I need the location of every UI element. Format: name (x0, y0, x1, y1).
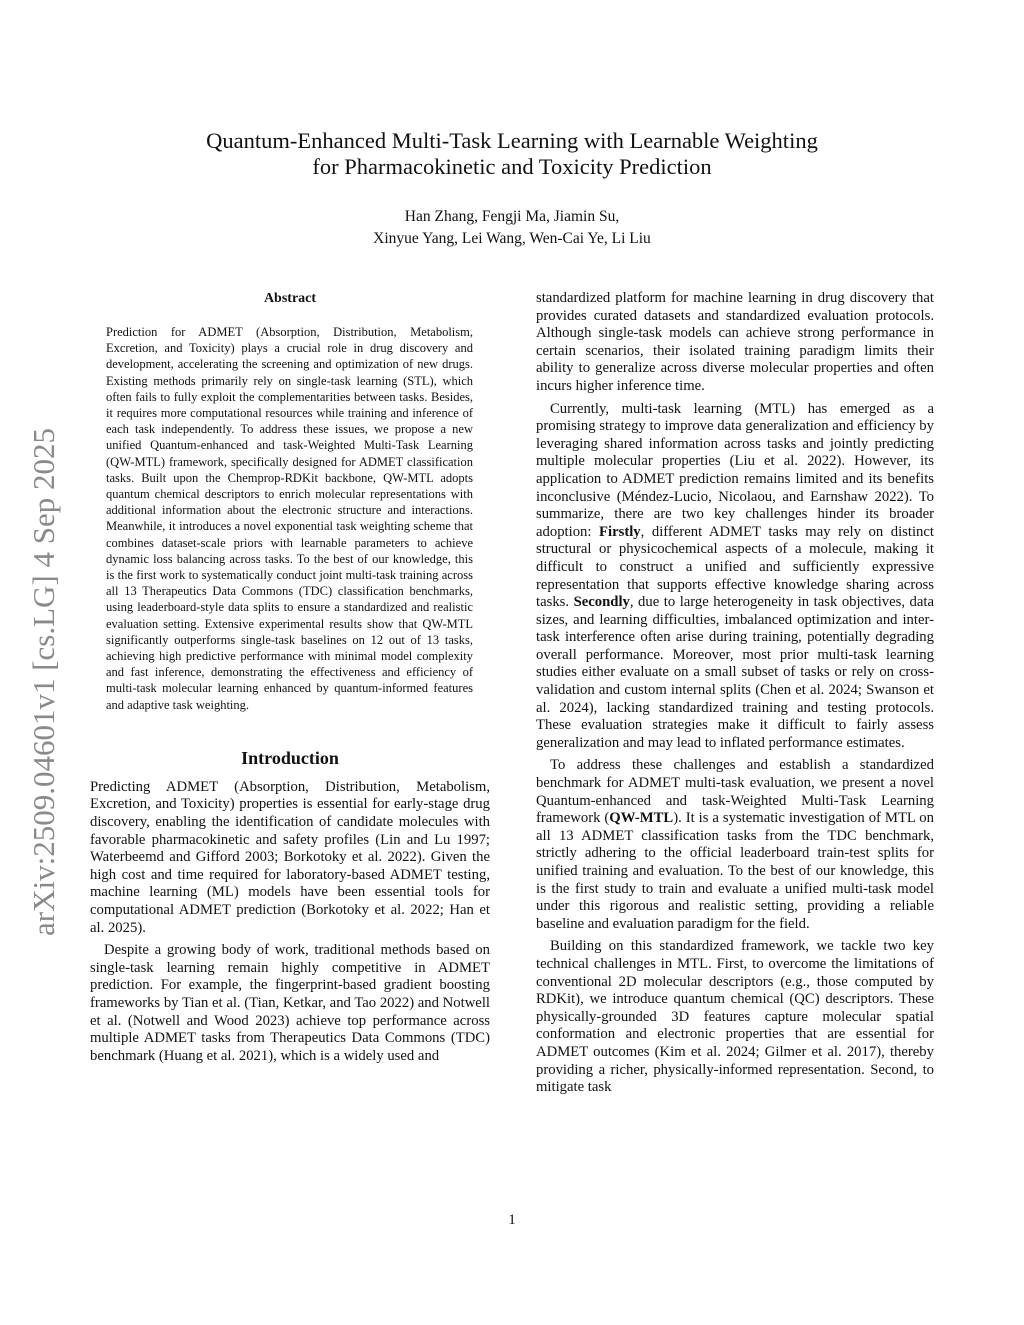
left-column (90, 290, 490, 1065)
qwmtl-emphasis: QW-MTL (609, 810, 674, 827)
right-paragraph-1: standardized platform for machine learning in drug discovery that provides curated datasets and standardized evaluation protocols. Although single-task models can achieve strong performance in certain scenarios, their isolated training paradigm limits their ability to generalize across diverse molecular properties and often incurs higher inference time. (536, 290, 934, 394)
authors-line-2: Xinyue Yang, Lei Wang, Wen-Cai Ye, Li Liu (373, 230, 651, 247)
arxiv-stamp (24, 392, 64, 972)
right-paragraph-3 (536, 757, 934, 933)
p2-text-a: Currently, multi-task learning (MTL) has emerged as a promising strategy to improve data generalization and efficiency by leveraging shared information across tasks and jointly predicting multiple molecular properties (Liu et al. 2022). However, its application to ADMET prediction remains limited and its benefits inconclusive (Méndez-Lucio, Nicolaou, and Earnshaw 2022). To summarize, there are two key challenges hinder its broader adoption: (536, 400, 934, 540)
abstract-heading: Abstract (263, 291, 317, 306)
secondly-emphasis: Secondly (573, 594, 630, 611)
firstly-emphasis: Firstly (599, 523, 641, 540)
intro-paragraph-1: Predicting ADMET (Absorption, Distribution, Metabolism, Excretion, and Toxicity) properties is essential for early-stage drug discovery, enabling the identification of candidate molecules with favorable pharmacokinetic and safety profiles (Lin and Lu 1997; Waterbeemd and Gifford 2003; Borkotoky et al. 2022). Given the high cost and time required for laboratory-based ADMET testing, machine learning (ML) models have been essential tools for computational ADMET prediction (Borkotoky et al. 2022; Han et al. 2025). (90, 778, 490, 936)
arxiv-id: arXiv:2509.04601v1 [cs.LG] 4 Sep 2025 (26, 428, 61, 936)
authors-line-1: Han Zhang, Fengji Ma, Jiamin Su, (404, 208, 620, 225)
right-column (536, 290, 934, 1097)
p2-text-b: , different ADMET tasks may rely on distinct structural or physicochemical aspects of a molecule, making it difficult to construct a unified and sufficiently expressive representation that supports effective knowledge sharing across tasks. (536, 523, 934, 611)
abstract-text: Prediction for ADMET (Absorption, Distribution, Metabolism, Excretion, and Toxicity) plays a crucial role in drug discovery and development, accelerating the screening and optimization of new drugs. Existing methods primarily rely on single-task learning (STL), which often fails to fully exploit the complementarities between tasks. Besides, it requires more computational resources while training and inference of each task independently. To address these issues, we propose a new unified Quantum-enhanced and task-Weighted Multi-Task Learning (QW-MTL) framework, specifically designed for ADMET classification tasks. Built upon the Chemprop-RDKit backbone, QW-MTL adopts quantum chemical descriptors to enrich molecular representations with additional information about the electronic structure and interactions. Meanwhile, it introduces a novel exponential task weighting scheme that combines dataset-scale priors with learnable parameters to achieve dynamic loss balancing across tasks. To the best of our knowledge, this is the first work to systematically conduct joint multi-task training across all 13 Therapeutics Data Commons (TDC) classification benchmarks, using leaderboard-style data splits to ensure a standardized and realistic evaluation setting. Extensive experimental results show that QW-MTL significantly outperforms single-task baselines on 12 out of 13 tasks, achieving high predictive performance with minimal model complexity and fast inference, demonstrating the effectiveness and efficiency of multi-task molecular learning enhanced by quantum-informed features and adaptive task weighting. (106, 325, 473, 712)
p2-text-c: , due to large heterogeneity in task objectives, data sizes, and learning difficulties, imbalanced optimization and inter-task interference often arise during training, potentially degrading overall performance. Moreover, most prior multi-task learning studies either evaluate on a small subset of tasks or rely on cross-validation and custom internal splits (Chen et al. 2024; Swanson et al. 2024), lacking standardized training and testing protocols. These evaluation strategies make it difficult to fairly assess generalization and may lead to inflated performance estimates. (536, 594, 934, 751)
right-paragraph-2 (536, 401, 934, 753)
title-line-2: for Pharmacokinetic and Toxicity Prediction (312, 154, 712, 179)
title-line-1: Quantum-Enhanced Multi-Task Learning with Learnable Weighting (206, 128, 818, 153)
page-number: 1 (508, 1212, 516, 1228)
p3-text-b: ). It is a systematic investigation of MTL on all 13 ADMET classification tasks from the TDC benchmark, strictly adhering to the official leaderboard train-test splits for unified training and evaluation. To the best of our knowledge, this is the first study to train and evaluate a unified multi-task model under this rigorous and realistic setting, providing a reliable baseline and evaluation paradigm for the field. (536, 810, 934, 932)
p3-text-a: To address these challenges and establish a standardized benchmark for ADMET multi-task evaluation, we present a novel Quantum-enhanced and task-Weighted Multi-Task Learning framework ( (536, 757, 934, 827)
intro-paragraph-2: Despite a growing body of work, traditional methods based on single-task learning remain highly competitive in ADMET prediction. For example, the fingerprint-based gradient boosting frameworks by Tian et al. (Tian, Ketkar, and Tao 2022) and Notwell et al. (Notwell and Wood 2023) achieve top performance across multiple ADMET tasks from Therapeutics Data Commons (TDC) benchmark (Huang et al. 2021), which is a widely used and (90, 942, 490, 1064)
paper-title (150, 128, 874, 180)
introduction-heading: Introduction (241, 747, 339, 768)
author-list (200, 206, 824, 250)
right-paragraph-4: Building on this standardized framework, we tackle two key technical challenges in MTL. First, to overcome the limitations of conventional 2D molecular descriptors (e.g., those computed by RDKit), we introduce quantum chemical (QC) descriptors. These physically-grounded 3D features capture molecular spatial conformation and electronic properties that are essential for ADMET outcomes (Kim et al. 2024; Gilmer et al. 2017), thereby providing a richer, physically-informed representation. Second, to mitigate task (536, 938, 934, 1096)
